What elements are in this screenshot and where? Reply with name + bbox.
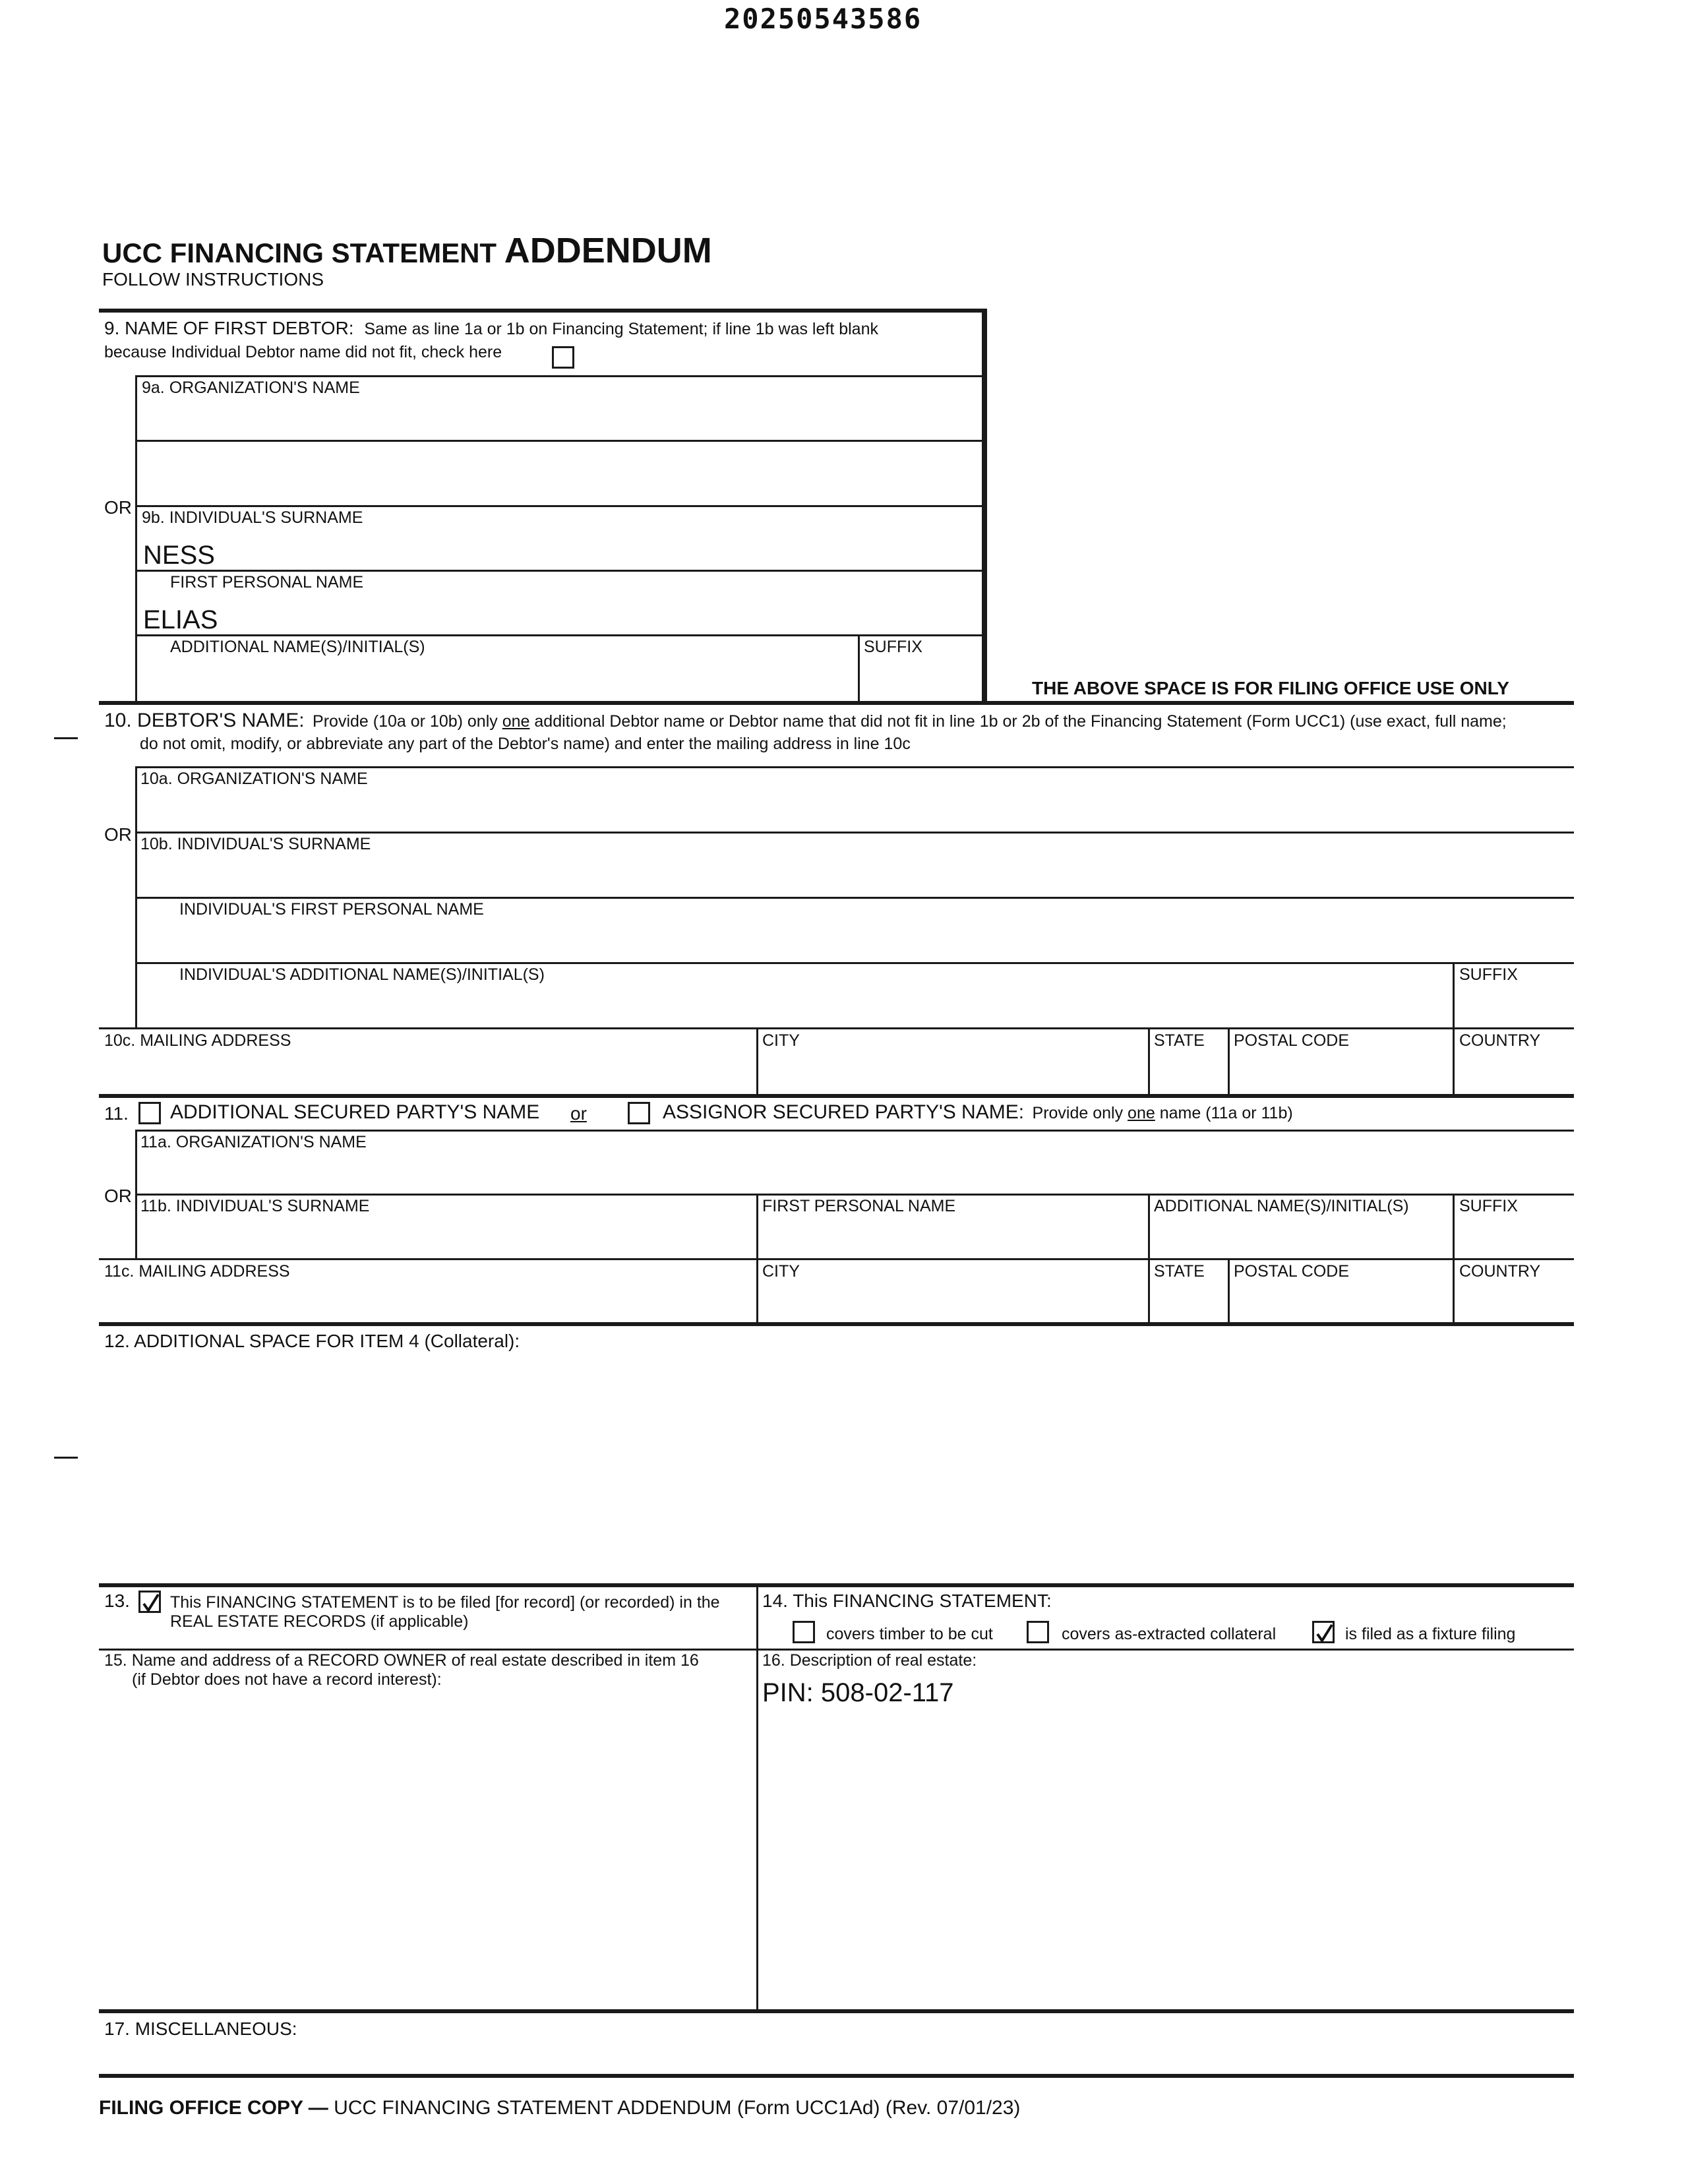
- sec9b-value: NESS: [143, 541, 215, 570]
- sec13-line2: REAL ESTATE RECORDS (if applicable): [170, 1612, 469, 1631]
- filing-office-note: THE ABOVE SPACE IS FOR FILING OFFICE USE ONLY: [1032, 678, 1509, 698]
- sec9-line-5: [135, 634, 982, 636]
- sec17-label: 17. MISCELLANEOUS:: [104, 2018, 297, 2039]
- sec10-country-divider: [1453, 1027, 1455, 1095]
- footer-bold: FILING OFFICE COPY —: [99, 2097, 328, 2119]
- sec17-top-border: [99, 2009, 1574, 2013]
- sec11-assignor: [663, 1103, 1293, 1122]
- sec9-additional-label: ADDITIONAL NAME(S)/INITIAL(S): [170, 638, 425, 656]
- sec9-heading: [104, 319, 878, 338]
- sec14-timber-checkbox[interactable]: [793, 1621, 815, 1643]
- sec11-note-b: name (11a or 11b): [1155, 1104, 1293, 1122]
- sec9-or: OR: [104, 497, 132, 518]
- follow-instructions: FOLLOW INSTRUCTIONS: [102, 269, 324, 289]
- sec10-note-a: Provide (10a or 10b) only: [313, 712, 502, 731]
- sec11c-label: 11c. MAILING ADDRESS: [104, 1262, 290, 1281]
- footer-rest: UCC FINANCING STATEMENT ADDENDUM (Form UCC1Ad) (Rev. 07/01/23): [328, 2097, 1021, 2119]
- sec11b-first-divider: [756, 1194, 758, 1259]
- sec13-num: 13.: [104, 1591, 130, 1611]
- sec16-value: PIN: 508-02-117: [762, 1678, 954, 1707]
- sec11-state-label: STATE: [1154, 1262, 1205, 1281]
- sec10-suffix-divider: [1453, 962, 1455, 1028]
- sec11b-additional-divider: [1148, 1194, 1150, 1259]
- sec9-top-border: [99, 309, 986, 313]
- sec10-postal-divider: [1228, 1027, 1230, 1095]
- sec10-line-2: [135, 832, 1574, 834]
- sec11-line-1: [135, 1130, 1574, 1132]
- sec9-line-3: [135, 505, 982, 507]
- sec10-postal-label: POSTAL CODE: [1234, 1031, 1350, 1050]
- sec11-line-3: [99, 1258, 1574, 1260]
- sec10-state-label: STATE: [1154, 1031, 1205, 1050]
- sec11-assignor-label: ASSIGNOR SECURED PARTY'S NAME:: [663, 1101, 1025, 1123]
- sec9-right-border: [982, 309, 987, 703]
- document-number: 20250543586: [724, 3, 922, 35]
- sec9-line-4: [135, 570, 982, 572]
- sec11b-suffix-divider: [1453, 1194, 1455, 1259]
- margin-mark-1: [54, 737, 78, 739]
- sec10-state-divider: [1148, 1027, 1150, 1095]
- margin-mark-2: [54, 1457, 78, 1459]
- sec11-additional-name-label: ADDITIONAL NAME(S)/INITIAL(S): [1154, 1197, 1409, 1215]
- sec12-label: 12. ADDITIONAL SPACE FOR ITEM 4 (Collateral):: [104, 1331, 520, 1351]
- sec9-note2: because Individual Debtor name did not fit, check here: [104, 343, 502, 361]
- sec10c-label: 10c. MAILING ADDRESS: [104, 1031, 291, 1050]
- footer: [99, 2098, 1020, 2118]
- sec11-note-one: one: [1128, 1104, 1155, 1122]
- sec11-postal-label: POSTAL CODE: [1234, 1262, 1350, 1281]
- sec9-heading-text: 9. NAME OF FIRST DEBTOR:: [104, 318, 354, 338]
- sec14-fixture-checkbox[interactable]: [1312, 1621, 1335, 1643]
- sec11-or: OR: [104, 1186, 132, 1206]
- sec10-or: OR: [104, 824, 132, 845]
- sec10-heading: [104, 711, 1507, 731]
- footer-border: [99, 2074, 1574, 2078]
- sec11-additional-label: ADDITIONAL SECURED PARTY'S NAME: [170, 1101, 540, 1123]
- sec13-top-border: [99, 1583, 1574, 1587]
- sec9-suffix-divider: [858, 634, 860, 703]
- sec10-line-4: [135, 962, 1574, 964]
- sec10-line-1: [135, 766, 1574, 768]
- sec9-checkbox[interactable]: [552, 346, 574, 369]
- sec11-note-a: Provide only: [1032, 1104, 1128, 1122]
- sec10-city-divider: [756, 1027, 758, 1095]
- sec10-additional-label: INDIVIDUAL'S ADDITIONAL NAME(S)/INITIAL(S): [179, 965, 545, 984]
- sec12-top-border: [99, 1322, 1574, 1326]
- sec9-first-value: ELIAS: [143, 605, 218, 634]
- sec10-country-label: COUNTRY: [1459, 1031, 1541, 1050]
- sec13-checkbox[interactable]: [138, 1591, 161, 1613]
- sec10-city-label: CITY: [762, 1031, 800, 1050]
- form-title: [102, 233, 712, 268]
- sec11-additional-checkbox[interactable]: [138, 1102, 161, 1124]
- sec10b-label: 10b. INDIVIDUAL'S SURNAME: [140, 835, 371, 853]
- sec11a-label: 11a. ORGANIZATION'S NAME: [140, 1133, 367, 1151]
- sec9-suffix-label: SUFFIX: [864, 638, 922, 656]
- sec11-top-border: [99, 1094, 1574, 1098]
- sec14-fixture-label: is filed as a fixture filing: [1345, 1625, 1516, 1643]
- sec9-note: Same as line 1a or 1b on Financing Statement; if line 1b was left blank: [364, 320, 878, 338]
- check-icon: [142, 1592, 160, 1614]
- sec11-suffix-label: SUFFIX: [1459, 1197, 1518, 1215]
- sec9-line-2: [135, 440, 982, 442]
- sec16-label: 16. Description of real estate:: [762, 1651, 977, 1670]
- sec11-line-2: [135, 1194, 1574, 1196]
- sec11-state-divider: [1148, 1258, 1150, 1324]
- sec11-city-label: CITY: [762, 1262, 800, 1281]
- sec10-note-one: one: [502, 712, 530, 731]
- sec10-first-label: INDIVIDUAL'S FIRST PERSONAL NAME: [179, 900, 484, 919]
- sec15-line2: (if Debtor does not have a record interest):: [132, 1670, 442, 1689]
- sec10a-label: 10a. ORGANIZATION'S NAME: [140, 770, 368, 788]
- sec15-top-border: [99, 1649, 1574, 1651]
- sec10-heading-text: 10. DEBTOR'S NAME:: [104, 710, 305, 731]
- sec9b-label: 9b. INDIVIDUAL'S SURNAME: [142, 508, 363, 527]
- sec10-top-border: [99, 701, 1574, 705]
- sec9-line-1: [135, 375, 982, 377]
- sec11-country-label: COUNTRY: [1459, 1262, 1541, 1281]
- check-icon: [1315, 1623, 1334, 1644]
- form-title-addendum: ADDENDUM: [504, 231, 712, 270]
- sec11-first-label: FIRST PERSONAL NAME: [762, 1197, 956, 1215]
- sec11-postal-divider: [1228, 1258, 1230, 1324]
- sec14-timber-label: covers timber to be cut: [826, 1625, 993, 1643]
- sec13-14-divider: [756, 1583, 758, 2012]
- sec10-note2: do not omit, modify, or abbreviate any part of the Debtor's name) and enter the mailing address in line 10c: [140, 735, 911, 753]
- form-title-main: UCC FINANCING STATEMENT: [102, 237, 504, 268]
- sec11-assignor-checkbox[interactable]: [628, 1102, 650, 1124]
- sec10-line-5: [99, 1027, 1574, 1029]
- sec10-suffix-label: SUFFIX: [1459, 965, 1518, 984]
- sec14-extracted-checkbox[interactable]: [1027, 1621, 1049, 1643]
- sec13-line1: This FINANCING STATEMENT is to be filed [for record] (or recorded) in the: [170, 1593, 720, 1612]
- sec9-left-border: [135, 375, 137, 703]
- sec9-first-label: FIRST PERSONAL NAME: [170, 573, 364, 592]
- sec11-num: 11.: [104, 1103, 129, 1124]
- sec10-line-3: [135, 897, 1574, 899]
- sec15-line1: 15. Name and address of a RECORD OWNER of real estate described in item 16: [104, 1651, 699, 1670]
- sec14-extracted-label: covers as-extracted collateral: [1062, 1625, 1277, 1643]
- sec14-heading: 14. This FINANCING STATEMENT:: [762, 1591, 1052, 1611]
- sec11-city-divider: [756, 1258, 758, 1324]
- sec11-or-word: or: [570, 1103, 587, 1124]
- sec11b-label: 11b. INDIVIDUAL'S SURNAME: [140, 1197, 370, 1215]
- sec10-note-b: additional Debtor name or Debtor name that did not fit in line 1b or 2b of the Financing Statement (Form UCC1) (use exact, full name;: [529, 712, 1507, 731]
- sec9a-label: 9a. ORGANIZATION'S NAME: [142, 379, 360, 397]
- sec11-country-divider: [1453, 1258, 1455, 1324]
